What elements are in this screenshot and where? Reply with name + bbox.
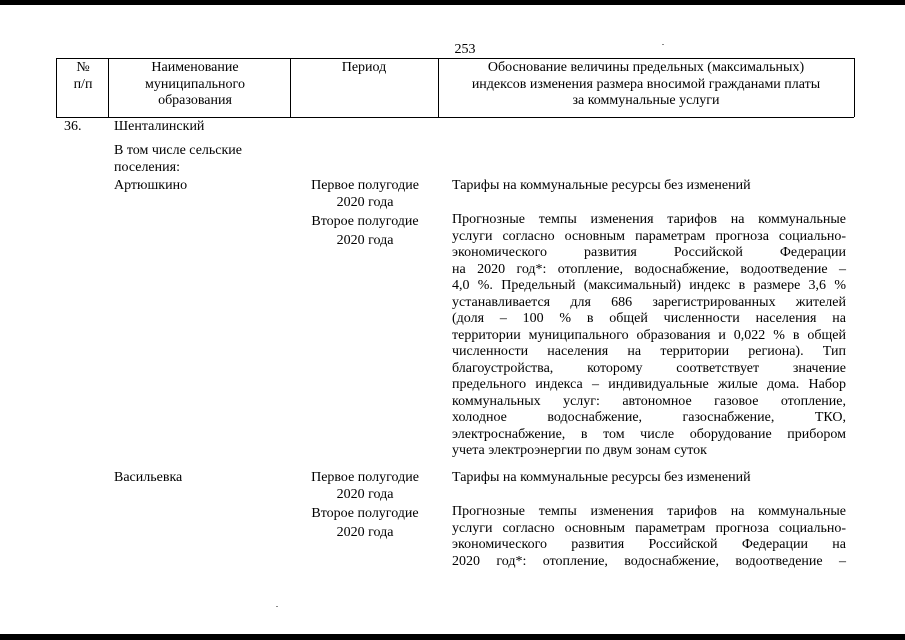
scan-border-bottom bbox=[0, 634, 905, 640]
scan-speck bbox=[276, 606, 278, 607]
justification-text: Прогнозные темпы изменения тарифов на коммунальные услуги согласно основным параметрам прогноза социально- экономического развития Российской Федерации на 2020 год*: отопление, водоснабжение, водоотведение – 4,0 %. Предельный (максимальный) индекс в размере 3,6 % устанавливается для 686 зарегистрированных жителей (доля – 100 % в общей численности населения на территории муниципального образования и 0,022 % в общей численности населения на территории региона). Тип благоустройства, которому соответствует значение предельного индекса – индивидуальные жилые дома. Набор коммунальных услуг: автономное газовое отопление, холодное водоснабжение, газоснабжение, ТКО, электроснабжение, в том числе оборудование прибором учета электроэнергии по двум зонам суток bbox=[452, 212, 846, 458]
settlement-name: Артюшкино bbox=[114, 178, 188, 193]
table-header-bottom-rule bbox=[56, 117, 854, 118]
header-period: Период bbox=[341, 60, 387, 75]
page-number: 253 bbox=[454, 42, 476, 57]
settlements-subheading: В том числе сельские поселения: bbox=[114, 143, 243, 175]
column-divider bbox=[438, 58, 439, 117]
scan-border-top bbox=[0, 0, 905, 5]
period-second-half: Второе полугодие 2020 года bbox=[311, 506, 419, 540]
header-number: № п/п bbox=[73, 60, 93, 92]
justification-text: Тарифы на коммунальные ресурсы без изменений bbox=[452, 178, 751, 193]
period-first-half: Первое полугодие 2020 года bbox=[311, 178, 419, 210]
header-justification: Обоснование величины предельных (максимальных) индексов изменения размера вносимой гражданами платы за коммунальные услуги bbox=[471, 60, 821, 108]
scan-speck bbox=[662, 44, 664, 45]
table-border-left bbox=[56, 58, 57, 117]
column-divider bbox=[108, 58, 109, 117]
justification-text: Тарифы на коммунальные ресурсы без изменений bbox=[452, 470, 751, 485]
row-number: 36. bbox=[64, 119, 82, 134]
period-first-half: Первое полугодие 2020 года bbox=[311, 470, 419, 502]
table-border-right bbox=[854, 58, 855, 117]
district-name: Шенталинский bbox=[114, 119, 205, 134]
column-divider bbox=[290, 58, 291, 117]
justification-text: Прогнозные темпы изменения тарифов на коммунальные услуги согласно основным параметрам прогноза социально- экономического развития Российской Федерации на 2020 год*: отопление, водоснабжение, водоотведение – bbox=[452, 504, 846, 569]
header-municipality: Наименование муниципального образования bbox=[145, 60, 245, 108]
settlement-name: Васильевка bbox=[114, 470, 183, 485]
table-top-rule bbox=[56, 58, 854, 59]
period-second-half: Второе полугодие 2020 года bbox=[311, 214, 419, 248]
